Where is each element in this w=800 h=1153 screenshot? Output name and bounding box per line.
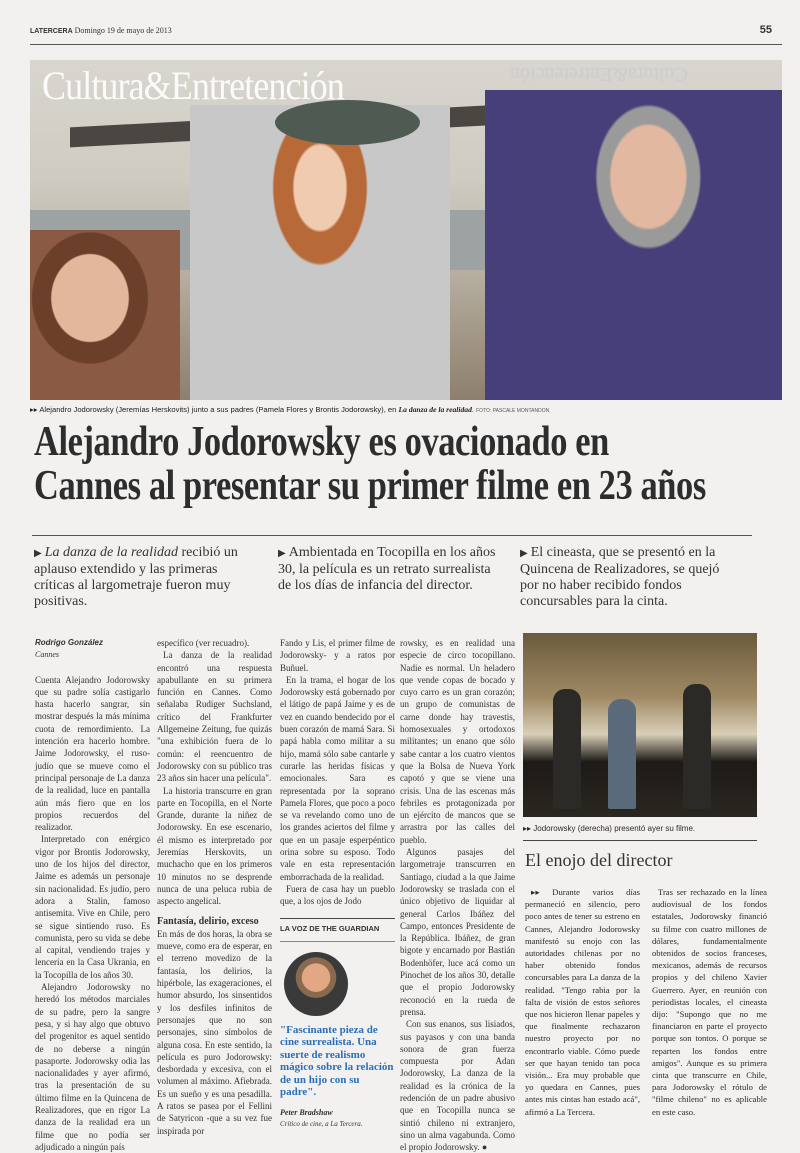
- paragraph: Con sus enanos, sus lisiados, sus payasos y con una banda sonora de gran fuerza compuesta por Adan Jodorowsky, La danza de la realidad es la crónica de la redención de un padre abusivo que en Tocopilla nunca se sintió chileno ni extranjero, sino un alma vagabunda. Como el propio Jodorowsky. ●: [400, 1019, 515, 1153]
- box-title: LA VOZ DE THE GUARDIAN: [280, 918, 395, 942]
- summary-bullet: [278, 545, 498, 594]
- masthead-bar: [30, 26, 782, 40]
- triangle-bullet-icon: ▶: [278, 548, 286, 559]
- triangle-bullet-icon: ▶: [520, 548, 528, 559]
- section-title-bleed: Cultura&Entretención: [510, 63, 688, 85]
- author: Rodrigo González: [35, 638, 103, 647]
- paragraph: En más de dos horas, la obra se mueve, como era de esperar, en el terreno movedizo de la fantasía, los delirios, la hipérbole, las exageraciones, el humor absurdo, los sinsentidos y los desfiles infinitos de personajes que no son personajes, sino símbolos de alguna cosa. En este sentido, la película es puro Jodorowsky: desbordada y excesiva, con el volumen al máximo. Afiebrada. Es un sueño y es una pesadilla. A ratos se pasea por el Fellini de Satyricon -que a su vez fue inspirada por: [157, 928, 272, 1136]
- paragraph: En la trama, el hogar de los Jodorowsky está gobernado por el látigo de papá Jaime y es de vez en cuando bendecido por el buen corazón de mamá Sara. Si papá habla como militar a su hijo, mamá sólo sabe cantarle y curarle las heridas físicas y emocionales. Sara es representada por la soprano Pamela Flores, que poco a poco se va revelando como uno de los grandes aciertos del filme y que en un pasaje esperpéntico orina sobre su esposo. Todo vale en esta representación emborrachada de la realidad.: [280, 674, 395, 882]
- caption-text: Alejandro Jodorowsky (Jeremías Herskovits) junto a sus padres (Pamela Flores y Brontis Jodorowsky), en: [39, 405, 399, 414]
- article-column-4: [400, 637, 515, 1153]
- caption-punct: .: [471, 405, 477, 414]
- paragraph: La danza de la realidad encontró una respuesta apabullante en su primera función en Cannes. Como señalaba Rudiger Suchsland, crítico del Frankfurter Allgemeine Zeitung, fue quizás "una exhibición fuera de lo común: el reencuentro de Jodorowsky con su público tras 23 años sin hacer una película".: [157, 650, 272, 784]
- paragraph: Alejandro Jodorowsky no heredó los métodos marciales de su padre, pero la sangre pesa, y si hay algo que obtuvo del progenitor es aquel sentido de no deberse a ningún pasaporte. Jodorowsky odia las nacionalidades y ayer afirmó, tras la presentación de su último filme en la Quincena de Realizadores, que en rigor La danza de la realidad era un filme que no podía ser adjudicado a ningún país: [35, 982, 150, 1152]
- article-column-3: [280, 637, 395, 1129]
- paragraph: Interpretado con enérgico vigor por Brontis Jodorowsky, uno de los hijos del director, Jaime es además un personaje sin nacionalidad. Es judío, pero adora a Stalin, famoso antisemita. Vive en Chile, pero se sigue sintiendo ruso. Es comunista, pero su vida se debe al capital, vendiendo trajes y lencería en la Casa Ukrania, en la Tocopilla de los años 30.: [35, 834, 150, 980]
- premiere-photo: [523, 633, 757, 817]
- subheading: Fantasía, delirio, exceso: [157, 915, 259, 927]
- photo-caption: ▸▸ Jodorowsky (derecha) presentó ayer su filme.: [523, 824, 696, 833]
- critic-role: Crítico de cine, a La Tercera.: [280, 1120, 363, 1129]
- divider: [32, 535, 752, 536]
- bullet-text: recibió un aplauso extendido y las primeras críticas al largometraje fueron muy positivas.: [34, 545, 238, 609]
- photo-credit: FOTO: PASCALE MONTANDON: [476, 408, 550, 414]
- paragraph: Tras ser rechazado en la línea audiovisual de los fondos estatales, Jodorowsky financió su filme con cuatro millones de dólares, fundamentalmente obtenidos de socios franceses, mexicanos, además de recursos propios y del chileno Xavier Guerrero. Ayer, en reunión con periodistas locales, el cineasta dijo: "Supongo que no me financiaron en parte el proyecto porque son tontos. O porque se reparten los fondos entre amigos". Aunque es su primera cinta que transcurre en Chile, para Jodorowsky el rótulo de "filme chileno" no es aplicable en este caso.: [652, 887, 767, 1117]
- triangle-bullet-icon: ▶: [34, 548, 42, 559]
- summary-bullet: [520, 545, 740, 610]
- dateline: Cannes: [35, 650, 59, 660]
- paragraph: Cuenta Alejandro Jodorowsky que su padre solía castigarlo hasta hacerlo sangrar, sin mostrar después la más mínima cuota de remordimiento. La intención era hacerlo hombre. Jaime Jodorowsky, el ruso-judío que se mueve como el principal personaje de La danza de la realidad, luce en pantalla aún más fiero que en los propios recuerdos del realizador.: [35, 674, 150, 833]
- paragraph: rowsky, es en realidad una especie de circo tocopillano. Nadie es normal. Un heladero que vende copas de bocado y cuyo carro es un gran corazón; un grupo de comunistas de carne donde hay travestis, homosexuales y ortodoxos militantes; un enano que sólo sabe cantar a los cuatro vientos que la Bolsa de Nueva York capotó y que se viene una crisis. Una de las escenas más febriles es protagonizada por un ejército de mancos que se arrastra por las calles del pueblo.: [400, 638, 515, 845]
- lead-photo: [30, 60, 782, 400]
- article-column-1: [35, 637, 150, 1153]
- paragraph: Algunos pasajes del largometraje transcurren en Santiago, ciudad a la que Jaime Jodorowsky se traslada con el único objetivo de liquidar al general Carlos Ibáñez del Campo, entonces Presidente de la República. Ibáñez, de gran bigote y encarnado por Bastián Bodenhöfer, luce acá como un Pinochet de los años 30, detalle que el propio Jodorowsky reconoció en la rueda de prensa.: [400, 847, 515, 1017]
- sidebar-column-2: [652, 886, 767, 1118]
- photo-caption: ▸▸ Alejandro Jodorowsky (Jeremías Herskovits) junto a sus padres (Pamela Flores y Brontis Jodorowsky), en La danza de la realidad. FOTO: PASCALE MONTANDON: [30, 405, 550, 414]
- paragraph: Durante varios días permaneció en silencio, pero poco antes de tener su estreno en Cannes, Alejandro Jodorowsky manifestó su enojo con las autoridades chilenas por no haber obtenido fondos concursables para La danza de la realidad. "Tengo rabia por la falta de visión de estos señores que nos hicieron llenar papeles y que finalmente rechazaron nuestro proyecto por no encontrarlo viable. Cómo puede ser que hayan tenido tan poca visión... Era muy probable que yo quedara en Cannes, pues antes mis cintas han estado acá", afirmó a La Tercera.: [525, 887, 640, 1117]
- bullet-text: Ambientada en Tocopilla en los años 30, la película es un retrato surrealista de los días de infancia del director.: [278, 545, 496, 593]
- pull-quote: "Fascinante pieza de cine surrealista. Una suerte de realismo mágico sobre la relación de un hijo con su padre".: [280, 1023, 394, 1099]
- sidebar-heading: El enojo del director: [525, 850, 673, 870]
- page-number: 55: [759, 24, 772, 36]
- headline-line: Cannes al presentar su primer filme en 23 años: [34, 463, 706, 509]
- caption-text: Jodorowsky (derecha) presentó ayer su filme.: [533, 824, 696, 833]
- guardian-box: [280, 918, 395, 1130]
- paragraph: específico (ver recuadro).: [157, 638, 250, 648]
- article-column-2: [157, 637, 272, 1137]
- paragraph: La historia transcurre en gran parte en Tocopilla, en el Norte Grande, durante la niñez de Jodorowsky. En ese escenario, él mismo es interpretado por Jeremías Herskovits, un muchacho que en los primeros 10 minutos no se desprende nunca de una peluca rubia de aspecto angelical.: [157, 785, 272, 907]
- divider: [30, 44, 782, 45]
- divider: [523, 840, 757, 841]
- newspaper-brand: LATERCERA: [30, 28, 73, 35]
- caption-film-title: La danza de la realidad: [398, 405, 472, 414]
- headline: [34, 420, 772, 508]
- paragraph: Fuera de casa hay un pueblo que, a los ojos de Jodo: [280, 883, 395, 907]
- summary-bullet: [34, 545, 254, 610]
- critic-name: Peter Bradshaw: [280, 1107, 333, 1117]
- issue-date: Domingo 19 de mayo de 2013: [74, 26, 172, 35]
- bullet-italic: La danza de la realidad: [44, 545, 178, 560]
- paragraph: Fando y Lis, el primer filme de Jodorowsky- y a ratos por Buñuel.: [280, 638, 395, 673]
- headline-line: Alejandro Jodorowsky es ovacionado en: [34, 419, 609, 465]
- bullet-text: El cineasta, que se presentó en la Quincena de Realizadores, se quejó por no haber recibido fondos concursables para la cinta.: [520, 545, 720, 609]
- sidebar-column-1: ▸▸ Durante varios días permaneció en silencio, pero poco antes de tener su estreno en Cannes, Alejandro Jodorowsky manifestó su enojo con las autoridades chilenas por no haber obtenido fondos concursables para La danza de la realidad. "Tengo rabia por la falta de visión de estos señores que nos hicieron llenar papeles y que finalmente rechazaron nuestro proyecto por no encontrarlo viable. Cómo puede ser que hayan tenido tan poca visión... Era muy probable que yo quedara en Cannes, pues antes mis cintas han estado acá", afirmó a La Tercera.: [525, 887, 640, 1117]
- section-title: Cultura&Entretención: [42, 63, 344, 108]
- critic-avatar: [284, 952, 348, 1016]
